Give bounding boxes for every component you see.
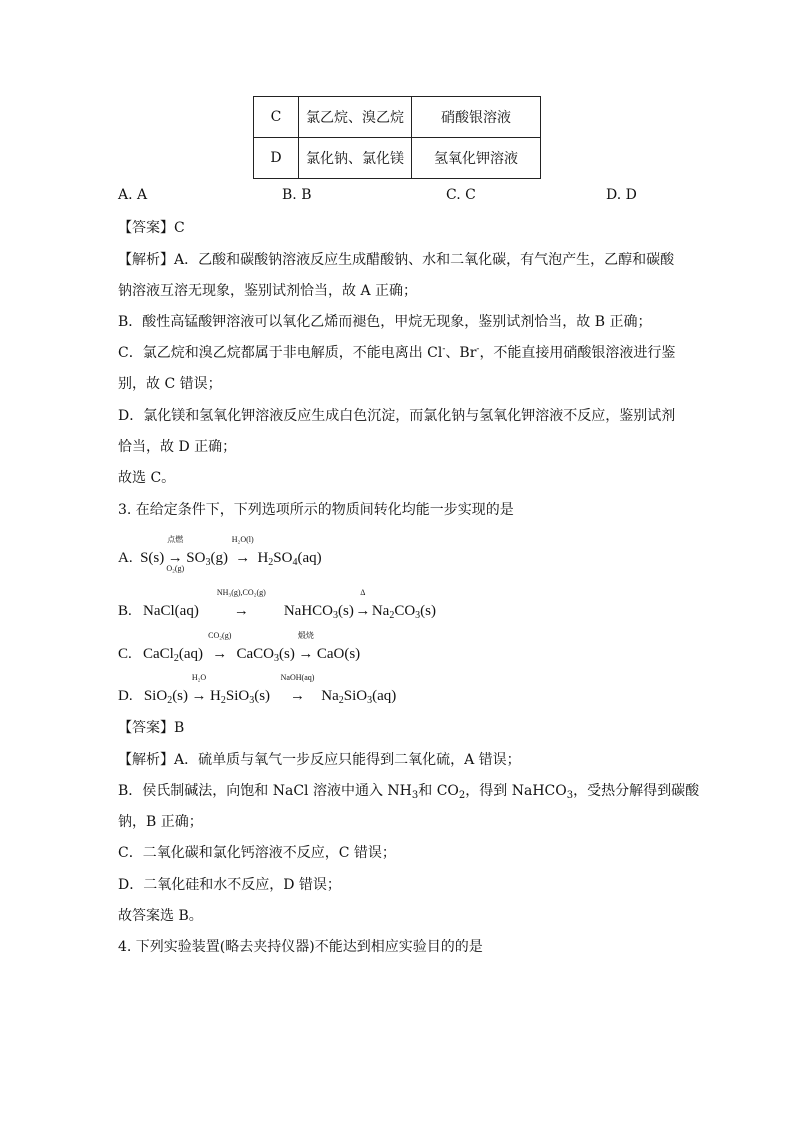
table-cell-letter: D [254, 138, 299, 179]
q3-analysis-line: 【解析】A．硫单质与氧气一步反应只能得到二氧化硫，A 错误； [118, 752, 521, 768]
q3-analysis-line: 钠，B 正确； [118, 814, 203, 830]
superscript-minus: - [476, 344, 480, 355]
option-label: C. [118, 646, 132, 662]
arrow-condition-above: H₂O(l) [231, 535, 254, 544]
q3-option-a: A. S(s) → 点燃 O₂(g) $SO_3(g)$ → H₂O(l) $H_2SO_4(aq)$ [118, 535, 322, 573]
text-segment: ，受热分解得到碳酸 [573, 783, 700, 799]
q4-stem: 4. 下列实验装置(略去夹持仪器)不能达到相应实验目的的是 [118, 939, 483, 955]
q3-option-d: D. SiO$_2$(s) → H₂O $H_2SiO_3(s)$ → NaOH(aq) $Na_2SiO_3(aq)$ [118, 673, 397, 706]
reaction-arrow: → NaOH(aq) [280, 673, 315, 704]
q2-analysis-line: 【解析】A．乙酸和碳酸钠溶液反应生成醋酸钠、水和二氧化碳，有气泡产生，乙醇和碳酸 [118, 252, 675, 268]
reaction-arrow: → 点燃 O₂(g) [166, 535, 185, 573]
arrow-condition-above: 点燃 [167, 535, 184, 544]
table-cell-substances: 氯乙烷、溴乙烷 [299, 97, 412, 138]
text-segment: 、Br [445, 345, 477, 361]
q2-analysis-line: 恰当，故 D 正确； [118, 439, 237, 455]
table-row [254, 138, 541, 179]
text-segment: 和 CO [418, 783, 459, 799]
q3-analysis-line: B．侯氏制碱法，向饱和 NaCl 溶液中通入 $NH_3$和 $CO_2$，得到 NaHCO$_3$，受热分解得到碳酸 [118, 783, 700, 801]
option-label: A. [118, 550, 133, 566]
q3-answer: 【答案】B [118, 720, 185, 736]
table-cell-substances: 氯化钠、氯化镁 [299, 138, 412, 179]
q3-option-c: C. CaCl$_2$(aq) → CO₂(g) CaCO$_3$(s) → 煅烧 CaO(s) [118, 631, 361, 664]
q3-conclusion: 故答案选 B。 [118, 908, 203, 924]
reaction-arrow: → H₂O(l) [231, 535, 254, 566]
text-segment: C．氯乙烷和溴乙烷都属于非电解质，不能电离出 Cl [118, 345, 443, 361]
q2-analysis-line: B．酸性高锰酸钾溶液可以氧化乙烯而褪色，甲烷无现象，鉴别试剂恰当，故 B 正确； [118, 314, 652, 330]
text-segment: ，得到 NaHCO [465, 783, 567, 799]
reaction-arrow: → NH₃(g),CO₂(g) [216, 588, 266, 619]
choice-b: B. B [282, 187, 312, 203]
arrow-condition-above: H₂O [191, 673, 207, 682]
text-segment: ，不能直接用硝酸银溶液进行鉴 [479, 345, 676, 361]
table-cell-reagent: 氢氧化钾溶液 [412, 138, 541, 179]
reaction-arrow: → Δ [355, 588, 371, 619]
q2-conclusion: 故选 C。 [118, 470, 176, 486]
text-segment: B．侯氏制碱法，向饱和 NaCl 溶液中通入 NH [118, 783, 412, 799]
table-row [254, 97, 541, 138]
arrow-condition-above: 煅烧 [297, 631, 314, 640]
arrow-condition-above: CO₂(g) [208, 631, 232, 640]
q2-analysis-line [118, 343, 675, 363]
q3-analysis-line: D．二氧化硅和水不反应，D 错误； [118, 877, 341, 893]
reaction-arrow: → CO₂(g) [208, 631, 232, 662]
q2-analysis-line: 别，故 C 错误； [118, 376, 222, 392]
reaction-arrow: → H₂O [191, 673, 207, 704]
q2-analysis-line: D．氯化镁和氢氧化钾溶液反应生成白色沉淀，而氯化钠与氢氧化钾溶液不反应，鉴别试剂 [118, 408, 676, 424]
table-cell-letter: C [254, 97, 299, 138]
reaction-arrow: → 煅烧 [297, 631, 314, 662]
q3-stem: 3. 在给定条件下，下列选项所示的物质间转化均能一步实现的是 [118, 502, 514, 518]
option-label: B. [118, 603, 132, 619]
q3-analysis-line: C．二氧化碳和氯化钙溶液不反应，C 错误； [118, 845, 396, 861]
arrow-condition-above: NH₃(g),CO₂(g) [216, 588, 266, 597]
q3-option-b: B. NaCl(aq) → NH₃(g),CO₂(g) NaHCO$_3$(s) → Δ $Na_2CO_3(s)$ [118, 588, 436, 621]
arrow-condition-above: Δ [360, 588, 366, 597]
choice-d: D. D [606, 187, 637, 203]
superscript-minus: - [442, 344, 446, 355]
choice-a: A. A [118, 187, 148, 203]
options-table [253, 96, 541, 179]
q2-analysis-line: 钠溶液互溶无现象，鉴别试剂恰当，故 A 正确； [118, 283, 418, 299]
arrow-condition-above: NaOH(aq) [280, 673, 315, 682]
table-cell-reagent: 硝酸银溶液 [412, 97, 541, 138]
choice-c: C. C [446, 187, 476, 203]
q2-answer: 【答案】C [118, 220, 185, 236]
arrow-condition-below: O₂(g) [166, 564, 185, 573]
option-label: D. [118, 688, 133, 704]
